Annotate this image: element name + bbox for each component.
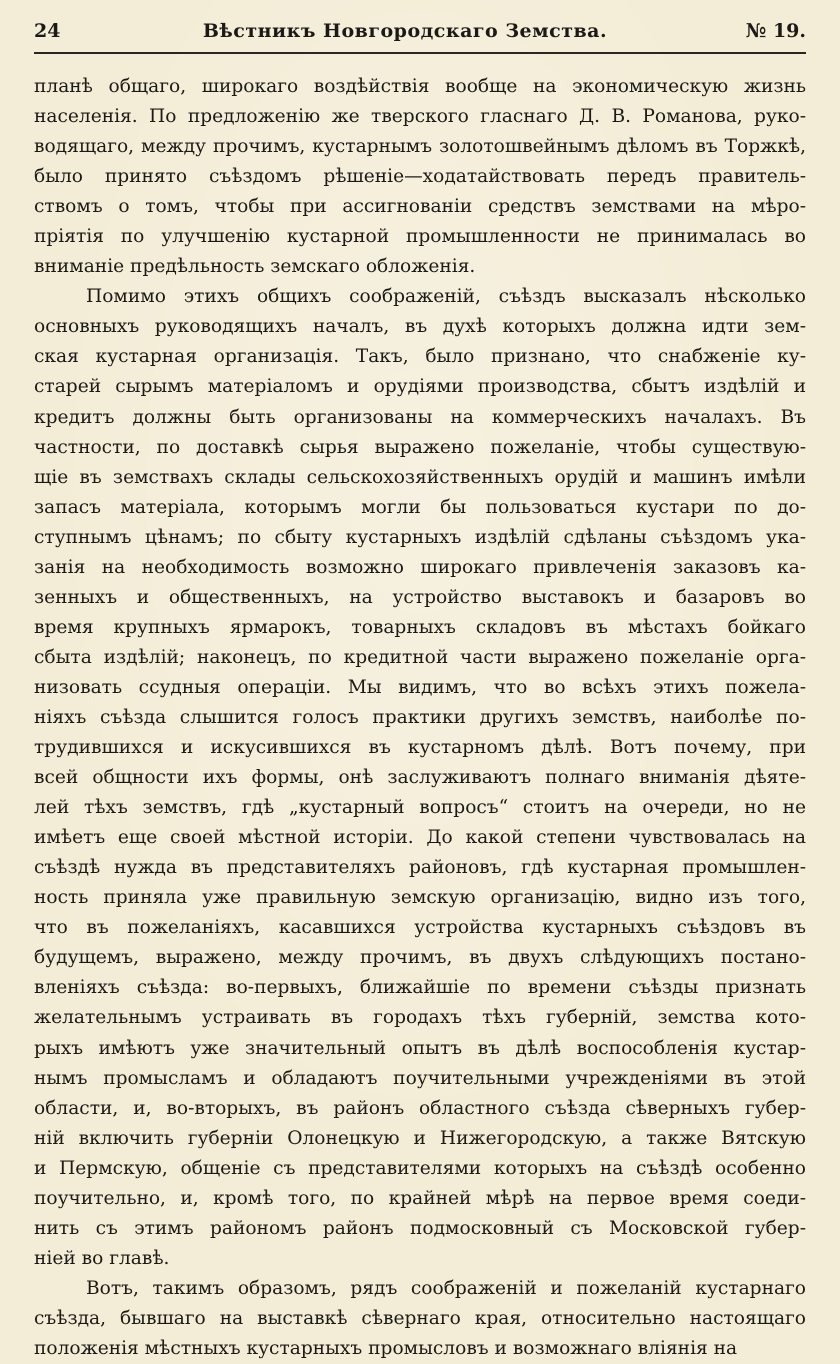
paragraph	[34, 1274, 806, 1364]
text-line: трудившихся и искусившихся въ кустарномъ дѣлѣ. Вотъ почему, при	[34, 737, 806, 759]
text-line: низовать ссудныя операціи. Мы видимъ, что во всѣхъ этихъ пожела-	[34, 676, 806, 698]
article-body	[34, 72, 806, 1364]
text-line: желательнымъ устраивать въ городахъ тѣхъ губерній, земства кото-	[34, 1007, 806, 1029]
text-line: щіе въ земствахъ склады сельскохозяйственныхъ орудій и машинъ имѣли	[34, 466, 806, 488]
text-line: съѣздѣ нужда въ представителяхъ районовъ, гдѣ кустарная промышлен-	[34, 857, 806, 879]
text-line: зенныхъ и общественныхъ, на устройство выставокъ и базаровъ во	[34, 586, 806, 608]
text-line: планѣ общаго, широкаго воздѣйствія вообще на экономическую жизнь	[34, 76, 806, 97]
paragraph	[34, 282, 806, 1274]
text-line: ская кустарная организація. Такъ, было признано, что снабженіе ку-	[34, 346, 806, 368]
text-line: старей сырымъ матеріаломъ и орудіями производства, сбытъ издѣлій и	[34, 376, 806, 398]
text-line: ствомъ о томъ, чтобы при ассигнованіи средствъ земствами на мѣро-	[34, 196, 806, 218]
text-line: Вотъ, такимъ образомъ, рядъ соображеній и пожеланій кустарнаго	[86, 1277, 806, 1299]
text-line: ступнымъ цѣнамъ; по сбыту кустарныхъ издѣлій сдѣланы съѣздомъ ука-	[34, 526, 806, 548]
text-line: и Пермскую, общеніе съ представителями которыхъ на съѣздѣ особенно	[34, 1157, 806, 1179]
text-line: нымъ промысламъ и обладаютъ поучительными учрежденіями въ этой	[34, 1067, 806, 1089]
text-line: что въ пожеланіяхъ, касавшихся устройства кустарныхъ съѣздовъ въ	[34, 917, 806, 939]
text-line: основныхъ руководящихъ началъ, въ духѣ которыхъ должна идти зем-	[34, 316, 806, 338]
text-line: будущемъ, выражено, между прочимъ, въ двухъ слѣдующихъ постано-	[34, 947, 806, 969]
text-line: частности, по доставкѣ сырья выражено пожеланіе, чтобы существую-	[34, 436, 806, 458]
journal-title: Вѣстникъ Новгородскаго Земства.	[202, 20, 608, 42]
text-line: сбыта издѣлій; наконецъ, по кредитной части выражено пожеланіе орга-	[34, 646, 806, 668]
text-line: вленіяхъ съѣзда: во-первыхъ, ближайшіе по времени съѣзды признать	[34, 977, 806, 999]
page-number: 24	[34, 20, 61, 42]
paragraph	[34, 72, 806, 282]
text-line: лей тѣхъ земствъ, гдѣ „кустарный вопросъ“ стоитъ на очереди, но не	[34, 797, 806, 819]
text-line: нить съ этимъ райономъ районъ подмосковный съ Московской губер-	[34, 1217, 806, 1239]
text-line: пріятія по улучшенію кустарной промышленности не принималась во	[34, 226, 806, 248]
issue-number: № 19.	[745, 20, 806, 42]
text-line: кредитъ должны быть организованы на коммерческихъ началахъ. Въ	[34, 406, 806, 428]
text-line: населенія. По предложенію же тверского гласнаго Д. В. Романова, руко-	[34, 106, 806, 128]
text-line: вниманіе предѣльность земскаго обложенія.	[34, 256, 476, 278]
text-line: занія на необходимость возможно широкаго привлеченія заказовъ ка-	[34, 556, 806, 578]
text-line: поучительно, и, кромѣ того, по крайней мѣрѣ на первое время соеди-	[34, 1187, 806, 1209]
text-line: имѣетъ еще своей мѣстной исторіи. До какой степени чувствовалась на	[34, 827, 806, 849]
text-line: ній включить губерніи Олонецкую и Нижегородскую, а также Вятскую	[34, 1127, 806, 1149]
text-line: съѣзда, бывшаго на выставкѣ сѣвернаго края, относительно настоящаго	[34, 1307, 806, 1329]
text-line: водящаго, между прочимъ, кустарнымъ золотошвейнымъ дѣломъ въ Торжкѣ,	[34, 136, 806, 158]
text-line: запасъ матеріала, которымъ могли бы пользоваться кустари по до-	[34, 496, 806, 518]
text-line: всей общности ихъ формы, онѣ заслуживаютъ полнаго вниманія дѣяте-	[34, 767, 806, 789]
text-line: время крупныхъ ярмарокъ, товарныхъ складовъ въ мѣстахъ бойкаго	[34, 616, 806, 638]
text-line: рыхъ имѣютъ уже значительный опытъ въ дѣлѣ воспособленія кустар-	[34, 1037, 806, 1059]
page-header	[34, 20, 806, 54]
text-line: ніей во главѣ.	[34, 1247, 170, 1269]
text-line: ность приняла уже правильную земскую организацію, видно изъ того,	[34, 887, 806, 909]
text-line: было принято съѣздомъ рѣшеніе—ходатайствовать передъ правитель-	[34, 166, 806, 188]
text-line: области, и, во-вторыхъ, въ районъ областного съѣзда сѣверныхъ губер-	[34, 1097, 806, 1119]
text-line: Помимо этихъ общихъ соображеній, съѣздъ высказалъ нѣсколько	[86, 286, 806, 308]
text-line: ніяхъ съѣзда слышится голосъ практики другихъ земствъ, наиболѣе по-	[34, 706, 806, 728]
text-line: положенія мѣстныхъ кустарныхъ промысловъ и возможнаго вліянія на	[34, 1337, 738, 1359]
